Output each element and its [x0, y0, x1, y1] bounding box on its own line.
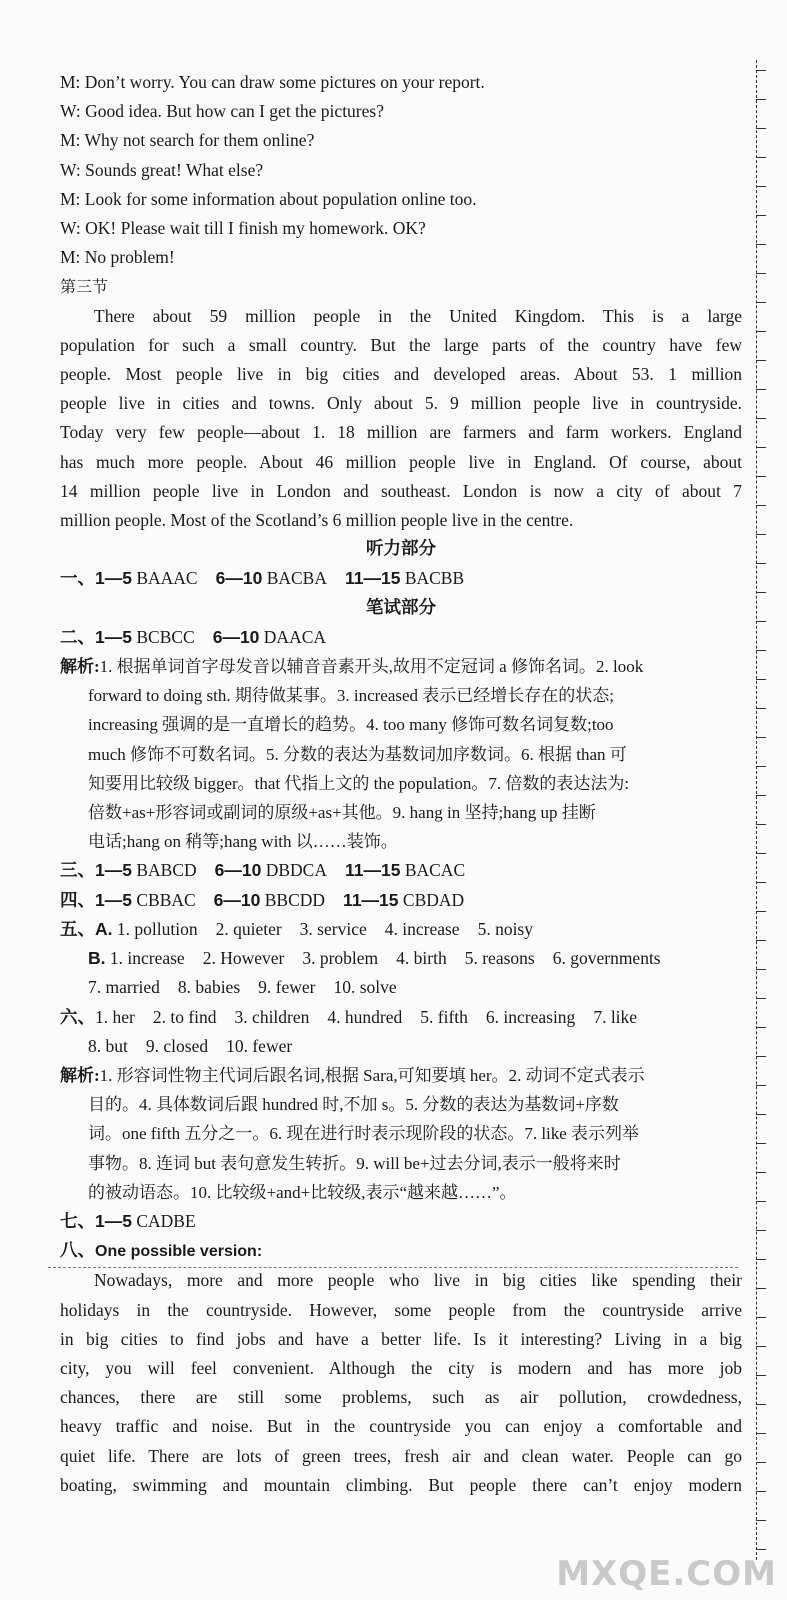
essay-line: heavy traffic and noise. But in the countryside you can enjoy a comfortable and [60, 1416, 742, 1437]
answers: CADBE [136, 1210, 196, 1231]
analysis-line: 目的。4. 具体数词后跟 hundred 时,不加 s。5. 分数的表达为基数词+序数 [88, 1095, 619, 1115]
writing-heading: 笔试部分 [366, 597, 436, 618]
analysis-line: 知要用比较级 bigger。that 代指上文的 the population。7. 倍数的表达法为: [88, 773, 630, 793]
answer-item: 2. to find [152, 1006, 217, 1027]
answer-row-6 [60, 1003, 742, 1032]
range: 1—5 [95, 889, 132, 910]
binding-tick [756, 911, 766, 912]
binding-tick [756, 186, 766, 187]
binding-tick [756, 302, 766, 303]
answers: BCBCC [136, 626, 195, 647]
answers: BACBB [404, 568, 465, 589]
dialogue-line: M: No problem! [60, 247, 175, 268]
answer-row-4 [60, 886, 742, 915]
binding-tick [756, 1549, 766, 1550]
range: 1—5 [95, 626, 132, 647]
binding-tick [756, 998, 766, 999]
answer-row-7 [60, 1207, 742, 1236]
binding-tick [756, 128, 766, 129]
answer-item: 3. service [299, 918, 367, 939]
dialogue-line: M: Why not search for them online? [60, 130, 315, 151]
answer-item: 8. but [88, 1035, 128, 1056]
essay-line: in big cities to find jobs and have a better life. Is it interesting? Living in a big [60, 1328, 742, 1349]
analysis-line: increasing 强调的是一直增长的趋势。4. too many 修饰可数名词复数;too [88, 715, 614, 735]
answer-item: 4. increase [384, 918, 460, 939]
answer-row-1 [60, 564, 742, 593]
answers: BACAC [404, 860, 466, 881]
passage-line: population for such a small country. But the large parts of the country have few [60, 334, 742, 355]
answer-item: 5. fifth [420, 1006, 468, 1027]
answers: DAACA [263, 626, 327, 647]
answers: BABCD [136, 860, 197, 881]
analysis-line: 事物。8. 连词 but 表句意发生转折。9. will be+过去分词,表示一般将来时 [88, 1153, 621, 1173]
question-number: 七、 [60, 1210, 95, 1231]
dialogue-line: M: Look for some information about population online too. [60, 188, 477, 209]
analysis-line: 电话;hang on 稍等;hang with 以……装饰。 [88, 832, 398, 852]
section3-title: 第三节 [60, 277, 109, 297]
binding-tick [756, 1346, 766, 1347]
essay-line: chances, there are still some problems, such as air pollution, crowdedness, [60, 1387, 742, 1408]
analysis-block-2 [60, 1061, 742, 1207]
binding-tick [756, 1056, 766, 1057]
question-number: 四、 [60, 889, 95, 910]
answers: BBCDD [264, 889, 326, 910]
answer-row-3 [60, 856, 742, 885]
dialogue-line: W: Good idea. But how can I get the pictures? [60, 101, 384, 122]
passage-line: people live in cities and towns. Only about 5. 9 million people live in countryside. [60, 393, 742, 414]
answer-item: 4. birth [396, 948, 447, 969]
model-essay [60, 1266, 742, 1500]
part-label: A. [95, 918, 113, 939]
binding-tick [756, 940, 766, 941]
answer-row-5c [60, 973, 742, 1002]
question-number: 八、 [60, 1240, 95, 1261]
passage-line: 14 million people live in London and southeast. London is now a city of about 7 [60, 480, 742, 501]
essay-line: city, you will feel convenient. Although the city is modern and has more job [60, 1357, 742, 1378]
answer-item: 1. pollution [116, 918, 198, 939]
analysis-line: 1. 形容词性物主代词后跟名词,根据 Sara,可知要填 her。2. 动词不定式表示 [99, 1065, 645, 1085]
binding-tick [756, 1491, 766, 1492]
binding-tick [756, 1288, 766, 1289]
answer-item: 9. fewer [258, 977, 316, 998]
binding-tick [756, 1520, 766, 1521]
binding-tick [756, 70, 766, 71]
binding-tick [756, 505, 766, 506]
dialogue-line: W: OK! Please wait till I finish my homework. OK? [60, 218, 426, 239]
analysis-line: much 修饰不可数名词。5. 分数的表达为基数词加序数词。6. 根据 than 可 [88, 744, 627, 764]
range: 6—10 [214, 860, 262, 881]
answer-item: 2. quieter [215, 918, 282, 939]
binding-tick [756, 273, 766, 274]
answer-item: 7. married [88, 977, 160, 998]
binding-tick [756, 157, 766, 158]
answer-item: 5. noisy [477, 918, 533, 939]
binding-tick [756, 1462, 766, 1463]
part-label: B. [88, 948, 106, 969]
answers: BACBA [266, 568, 327, 589]
binding-tick [756, 853, 766, 854]
binding-tick [756, 1230, 766, 1231]
question-number: 一、 [60, 568, 95, 589]
binding-tick [756, 679, 766, 680]
answer-item: 8. babies [177, 977, 241, 998]
question-number: 二、 [60, 626, 95, 647]
essay-line: boating, swimming and mountain climbing. But people there can’t enjoy modern [60, 1474, 742, 1495]
binding-tick [756, 1201, 766, 1202]
listening-heading: 听力部分 [366, 539, 436, 560]
binding-tick [756, 1085, 766, 1086]
answer-item: 10. fewer [226, 1035, 293, 1056]
question-number: 六、 [60, 1006, 95, 1027]
range: 11—15 [344, 568, 401, 589]
binding-tick [756, 331, 766, 332]
binding-tick [756, 534, 766, 535]
analysis-label: 解析: [60, 1065, 100, 1085]
essay-line: holidays in the countryside. However, some people from the countryside arrive [60, 1299, 742, 1320]
passage-line: There about 59 million people in the United Kingdom. This is a large [94, 305, 742, 326]
essay-line: quiet life. There are lots of green trees, fresh air and clean water. People can go [60, 1445, 742, 1466]
binding-tick [756, 1404, 766, 1405]
range: 6—10 [213, 889, 261, 910]
binding-tick [756, 215, 766, 216]
answer-item: 3. children [234, 1006, 310, 1027]
writing-header [60, 1236, 742, 1266]
passage-line: people. Most people live in big cities and developed areas. About 53. 1 million [60, 364, 742, 385]
answer-item: 3. problem [302, 948, 379, 969]
binding-tick [756, 1027, 766, 1028]
question-number: 五、 [60, 918, 95, 939]
answer-item: 1. her [95, 1006, 135, 1027]
answer-item: 5. reasons [464, 948, 535, 969]
binding-tick [756, 824, 766, 825]
answer-item: 2. However [202, 948, 285, 969]
range: 1—5 [95, 568, 132, 589]
binding-tick [756, 650, 766, 651]
version-label: One possible version: [95, 1243, 263, 1261]
binding-tick [756, 418, 766, 419]
binding-tick [756, 621, 766, 622]
analysis-block-1 [60, 652, 742, 856]
essay-line: Nowadays, more and more people who live in big cities like spending their [94, 1270, 742, 1291]
answer-item: 10. solve [333, 977, 397, 998]
range: 1—5 [95, 1210, 132, 1231]
answers: CBDAD [402, 889, 465, 910]
analysis-line: forward to doing sth. 期待做某事。3. increased 表示已经增长存在的状态; [88, 686, 614, 706]
site-watermark: MXQE.COM [556, 1554, 777, 1594]
section3-passage [60, 302, 742, 536]
answer-item: 1. increase [109, 948, 185, 969]
binding-tick [756, 1375, 766, 1376]
binding-line [756, 60, 765, 1560]
binding-tick [756, 447, 766, 448]
answer-item: 6. increasing [485, 1006, 576, 1027]
dialogue-line: W: Sounds great! What else? [60, 159, 264, 180]
binding-tick [756, 1259, 766, 1260]
analysis-line: 词。one fifth 五分之一。6. 现在进行时表示现阶段的状态。7. like 表示列举 [88, 1124, 640, 1144]
dialogue [60, 68, 742, 272]
binding-tick [756, 708, 766, 709]
range: 11—15 [343, 889, 399, 910]
answer-row-6b [60, 1032, 742, 1061]
answer-row-5a [60, 915, 742, 944]
dialogue-line: M: Don’t worry. You can draw some pictures on your report. [60, 72, 485, 92]
binding-tick [756, 1172, 766, 1173]
answers: DBDCA [265, 860, 327, 881]
binding-tick [756, 737, 766, 738]
passage-line: Today very few people—about 1. 18 million are farmers and farm workers. England [60, 422, 742, 443]
question-number: 三、 [60, 860, 95, 881]
binding-tick [756, 360, 766, 361]
binding-tick [756, 563, 766, 564]
range: 6—10 [212, 626, 260, 647]
answer-item: 4. hundred [327, 1006, 403, 1027]
binding-tick [756, 99, 766, 100]
range: 6—10 [215, 568, 263, 589]
binding-tick [756, 1433, 766, 1434]
binding-tick [756, 389, 766, 390]
binding-tick [756, 1143, 766, 1144]
binding-tick [756, 766, 766, 767]
binding-tick [756, 1114, 766, 1115]
answer-item: 7. like [593, 1006, 638, 1027]
binding-tick [756, 1317, 766, 1318]
range: 11—15 [344, 860, 401, 881]
passage-line: has much more people. About 46 million people live in England. Of course, about [60, 451, 742, 472]
analysis-line: 倍数+as+形容词或副词的原级+as+其他。9. hang in 坚持;hang up 挂断 [88, 803, 596, 823]
binding-tick [756, 795, 766, 796]
binding-tick [756, 882, 766, 883]
answers: CBBAC [136, 889, 196, 910]
answers: BAAAC [136, 568, 198, 589]
binding-tick [756, 592, 766, 593]
answer-item: 6. governments [552, 948, 661, 969]
binding-tick [756, 476, 766, 477]
answer-item: 9. closed [145, 1035, 209, 1056]
page-content [60, 68, 742, 1500]
analysis-line: 的被动语态。10. 比较级+and+比较级,表示“越来越……”。 [88, 1182, 517, 1202]
binding-tick [756, 969, 766, 970]
analysis-line: 1. 根据单词首字母发音以辅音音素开头,故用不定冠词 a 修饰名词。2. look [99, 657, 644, 677]
answer-row-2 [60, 623, 742, 652]
passage-line: million people. Most of the Scotland’s 6 million people live in the centre. [60, 510, 574, 531]
binding-tick [756, 244, 766, 245]
range: 1—5 [95, 860, 132, 881]
analysis-label: 解析: [60, 657, 100, 677]
answer-row-5b [60, 944, 742, 973]
